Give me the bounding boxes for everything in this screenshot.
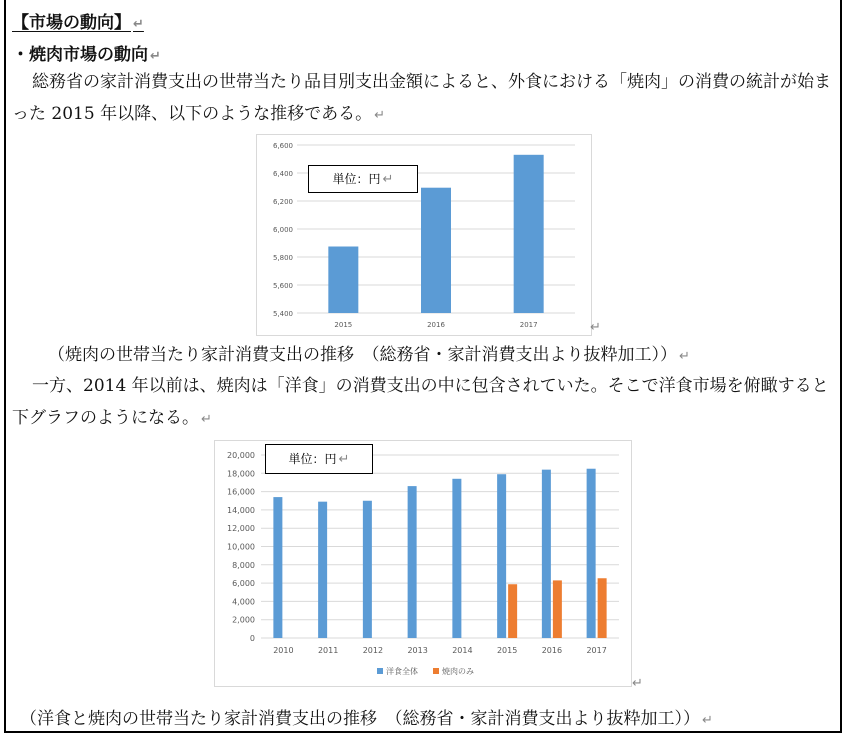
y-tick-label: 0 [249,634,255,643]
legend-label: 焼肉のみ [442,667,474,676]
unit-label-box [308,165,418,193]
y-tick-label: 16,000 [227,487,255,497]
chart-western-food-svg [215,441,631,686]
y-tick-label: 5,600 [272,282,293,290]
caption-1 [48,340,690,365]
bar-yakiniku-2016 [553,580,562,638]
paragraph-1 [12,66,834,132]
y-tick-label: 6,000 [272,226,293,234]
x-tick-label: 2015 [496,646,518,655]
sub-heading-text: ・焼肉市場の動向 [12,45,148,65]
paragraph-mark: ↵ [133,17,144,32]
unit-label-box [265,444,373,474]
bar-western-2014 [452,479,461,638]
x-tick-label: 2017 [586,646,607,655]
y-tick-label: 4,000 [232,597,255,607]
unit-label: 単位：円 [332,172,381,186]
y-tick-label: 5,400 [272,310,293,318]
bar-2017 [514,155,544,313]
x-tick-label: 2011 [317,646,339,655]
x-tick-label: 2013 [407,646,428,655]
bar-western-2016 [542,470,551,638]
y-tick-label: 14,000 [227,505,255,515]
paragraph-mark: ↵ [382,172,394,187]
paragraph-mark: ↵ [679,349,690,364]
legend-swatch [377,668,383,674]
x-tick-label: 2016 [427,321,445,329]
x-tick-label: 2012 [362,646,384,655]
bar-western-2010 [273,497,282,638]
chart-yakiniku [256,134,592,336]
section-heading [12,8,144,33]
caption-2-text: （洋食と焼肉の世帯当たり家計消費支出の推移 （総務省・家計消費支出より抜粋加工）） [20,709,700,729]
bar-2016 [421,188,451,313]
paragraph-mark: ↵ [632,676,643,691]
y-tick-label: 10,000 [227,542,255,552]
sub-heading [12,40,161,65]
caption-1-text: （焼肉の世帯当たり家計消費支出の推移 （総務省・家計消費支出より抜粋加工）） [48,345,677,365]
chart-western-food [214,440,632,687]
y-tick-label: 20,000 [227,451,255,460]
paragraph-mark: ↵ [374,108,385,123]
paragraph-mark: ↵ [702,713,713,728]
unit-label: 単位：円 [288,452,337,466]
x-tick-label: 2015 [334,321,353,329]
y-tick-label: 8,000 [232,560,255,570]
y-tick-label: 6,000 [232,579,255,589]
bar-western-2013 [408,486,417,638]
paragraph-1-text: 総務省の家計消費支出の世帯当たり品目別支出金額によると、外食における「焼肉」の消費の統計が始まった 2015 年以降、以下のような推移である。 [12,72,831,124]
caption-2 [20,704,713,729]
bar-western-2017 [587,469,596,638]
legend-label: 洋食全体 [386,667,418,676]
bar-yakiniku-2015 [508,584,517,638]
paragraph-mark: ↵ [338,452,350,467]
y-tick-label: 6,600 [272,142,293,150]
bar-yakiniku-2017 [598,578,607,638]
paragraph-2 [12,370,834,436]
paragraph-mark: ↵ [150,49,161,64]
bar-western-2011 [318,502,327,638]
x-tick-label: 2014 [452,646,473,655]
paragraph-2-text: 一方、2014 年以前は、焼肉は「洋食」の消費支出の中に包含されていた。そこで洋食市場を俯瞰すると下グラフのようになる。 [12,376,829,428]
x-tick-label: 2017 [519,321,538,329]
y-tick-label: 6,200 [272,198,293,206]
y-tick-label: 6,400 [272,170,293,178]
legend-swatch [433,668,439,674]
y-tick-label: 18,000 [227,469,255,479]
paragraph-mark: ↵ [590,320,601,335]
section-heading-text: 【市場の動向】 [12,13,131,33]
bar-western-2012 [363,501,372,638]
paragraph-mark: ↵ [201,412,212,427]
y-tick-label: 12,000 [227,524,255,534]
bar-western-2015 [497,474,506,638]
x-tick-label: 2016 [541,646,563,655]
y-tick-label: 2,000 [232,615,255,625]
bar-2015 [328,247,358,314]
x-tick-label: 2010 [273,646,294,655]
y-tick-label: 5,800 [272,254,293,262]
